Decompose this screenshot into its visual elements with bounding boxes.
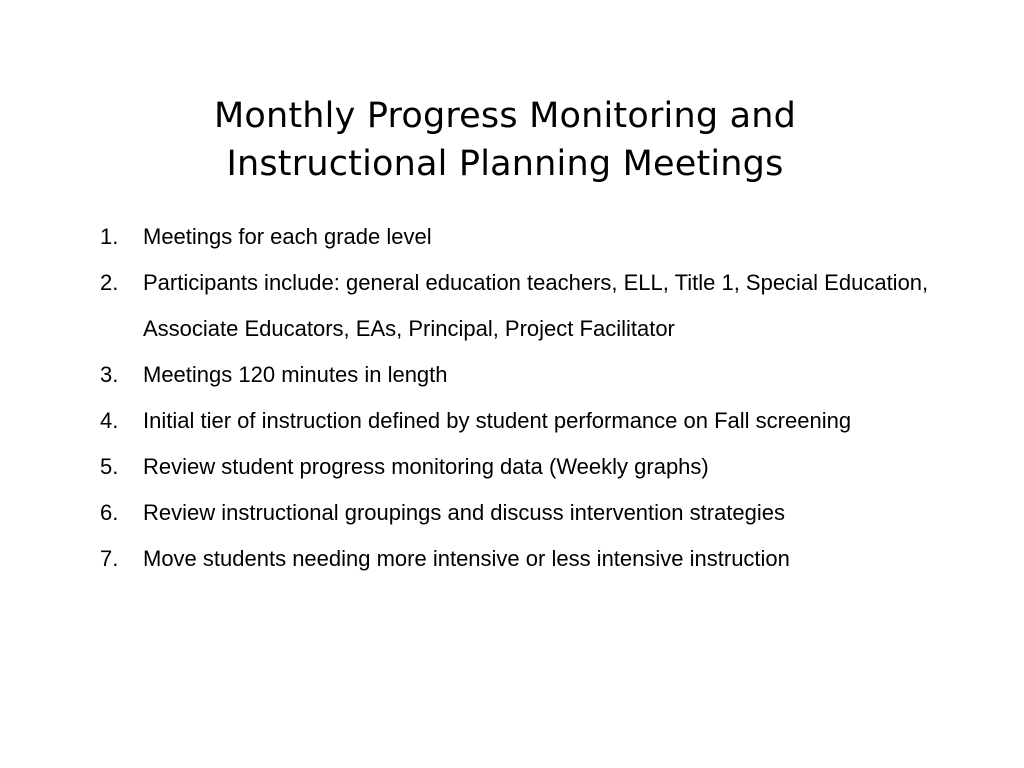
list-item-number: 6. (100, 500, 119, 525)
list-item-text: Review instructional groupings and discuss intervention strategies (143, 500, 786, 525)
list-item-number: 5. (100, 454, 119, 479)
list-item-5 (100, 444, 950, 490)
meeting-points-list (100, 214, 950, 582)
list-item-text: Move students needing more intensive or less intensive instruction (143, 546, 790, 571)
list-item-2 (100, 260, 950, 352)
slide-title-line-1: Monthly Progress Monitoring and (213, 96, 797, 136)
list-item-6 (100, 490, 950, 536)
list-item-7 (100, 536, 950, 582)
list-item-number: 2. (100, 270, 119, 295)
list-item-text: Initial tier of instruction defined by student performance on Fall screening (143, 408, 852, 433)
list-item-text: Meetings for each grade level (143, 224, 432, 249)
list-item-3 (100, 352, 950, 398)
list-item-number: 4. (100, 408, 119, 433)
list-item-text: Review student progress monitoring data (Weekly graphs) (143, 454, 709, 479)
list-item-number: 7. (100, 546, 119, 571)
list-item-text: Participants include: general education teachers, ELL, Title 1, Special Education, Associate Educators, EAs, Principal, Project Facilitator (143, 270, 929, 341)
list-item-number: 3. (100, 362, 119, 387)
list-item-number: 1. (100, 224, 119, 249)
list-item-4 (100, 398, 950, 444)
list-item-1 (100, 214, 950, 260)
slide-title (0, 92, 1010, 188)
list-item-text: Meetings 120 minutes in length (143, 362, 448, 387)
slide-title-line-2: Instructional Planning Meetings (226, 144, 784, 184)
